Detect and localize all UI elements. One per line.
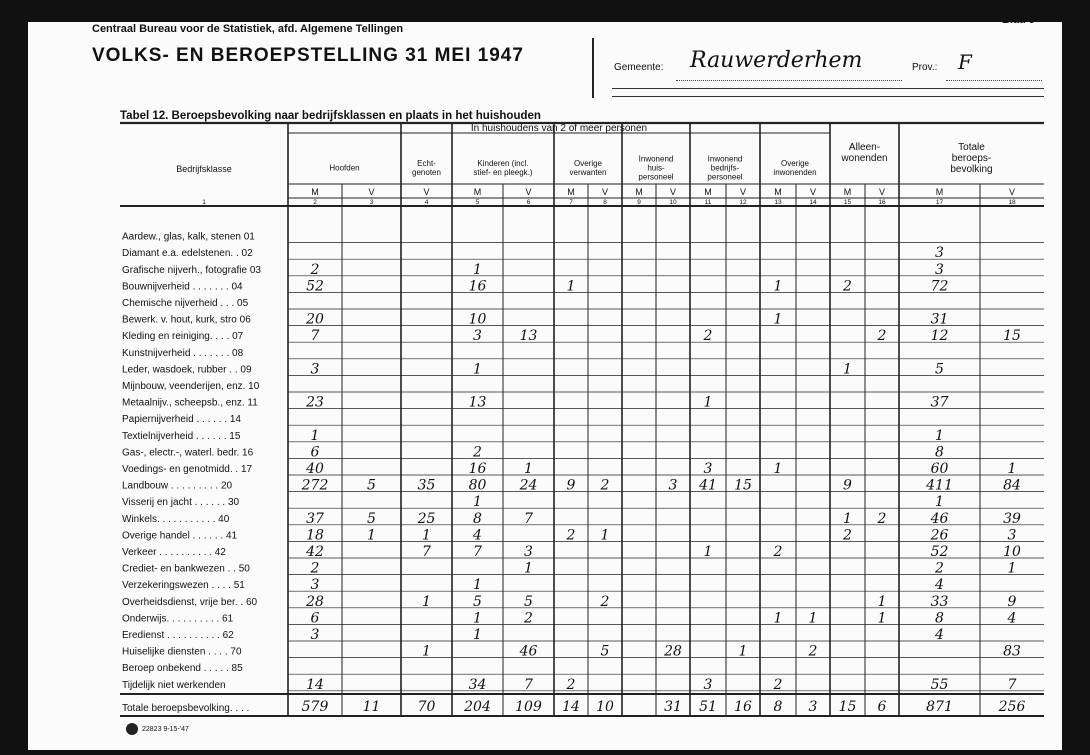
cell-value: 83	[1003, 643, 1021, 660]
group-header: Totale	[958, 142, 985, 153]
cell-value: 2	[524, 610, 533, 627]
cell-value: 3	[935, 245, 944, 262]
cell-value: 1	[773, 278, 783, 295]
cell-value: 1	[703, 544, 713, 560]
cell-value: 1	[935, 427, 944, 444]
mv-header: M	[774, 187, 782, 197]
cell-value: 1	[773, 610, 783, 627]
cell-value: 1	[473, 627, 482, 643]
cell-value: 3	[310, 577, 320, 594]
cell-value: 40	[306, 461, 324, 477]
cell-value: 4	[1007, 610, 1017, 627]
total-value: 579	[301, 699, 329, 715]
cell-value: 3	[1007, 527, 1017, 544]
cell-value: 7	[1007, 676, 1017, 693]
gemeente-label: Gemeente:	[614, 62, 664, 73]
total-value: 31	[664, 699, 682, 715]
mv-header: V	[739, 187, 747, 197]
cell-value: 39	[1003, 510, 1021, 527]
group-header: Inwonend	[707, 154, 743, 164]
total-value: 70	[417, 699, 436, 715]
cell-value: 10	[1003, 544, 1021, 560]
group-header: bedrijfs-	[710, 163, 740, 173]
cell-value: 7	[310, 328, 320, 345]
mv-header: V	[878, 187, 886, 197]
cell-value: 33	[930, 593, 949, 610]
cell-value: 24	[519, 477, 538, 494]
row-label: Mijnbouw, veenderijen, enz. 10	[122, 381, 260, 392]
cell-value: 26	[930, 527, 949, 544]
gemeente-value: Rauwerderhem	[690, 48, 863, 73]
cell-value: 1	[473, 494, 482, 511]
table-title: Tabel 12. Beroepsbevolking naar bedrijfsklassen en plaats in het huishouden	[120, 110, 541, 122]
row-label: Huiselijke diensten . . . . 70	[122, 646, 242, 658]
cell-value: 31	[930, 311, 949, 328]
row-label: Beroep onbekend . . . . . 85	[122, 663, 243, 675]
mv-header: M	[567, 187, 575, 197]
cell-value: 7	[524, 510, 533, 527]
cell-value: 80	[468, 477, 487, 494]
cell-value: 1	[1007, 560, 1017, 577]
column-number: 12	[739, 199, 747, 206]
cell-value: 2	[566, 676, 576, 693]
group-header: Inwonend	[638, 154, 674, 164]
column-number: 16	[878, 199, 886, 206]
printer-logo	[126, 723, 138, 735]
mv-header: M	[635, 187, 643, 197]
cell-value: 9	[843, 477, 852, 494]
cell-value: 3	[473, 328, 482, 345]
cell-value: 1	[738, 643, 748, 660]
total-value: 8	[773, 699, 783, 715]
row-label: Chemische nijverheid . . . 05	[122, 298, 249, 309]
cell-value: 2	[600, 593, 610, 610]
cell-value: 1	[877, 593, 887, 610]
cell-value: 46	[519, 643, 538, 660]
cell-value: 13	[519, 328, 538, 345]
cell-value: 5	[524, 593, 533, 610]
cell-value: 12	[930, 328, 949, 345]
cell-value: 37	[930, 394, 949, 411]
cell-value: 1	[935, 494, 944, 511]
cell-value: 1	[600, 527, 610, 544]
row-label: Bewerk. v. hout, kurk, stro 06	[122, 314, 251, 326]
cell-value: 72	[930, 278, 949, 295]
total-value: 10	[596, 699, 614, 715]
mv-header: M	[473, 187, 482, 197]
mv-header: M	[935, 187, 944, 197]
column-number: 2	[313, 199, 317, 206]
cell-value: 1	[773, 461, 783, 477]
mv-header: V	[1008, 187, 1016, 197]
row-label: Landbouw . . . . . . . . . 20	[122, 480, 233, 492]
row-label: Overheidsdienst, vrije ber. . 60	[122, 596, 258, 608]
total-value: 51	[699, 699, 717, 715]
cell-value: 10	[468, 311, 487, 328]
row-label: Kunstnijverheid . . . . . . . 08	[122, 347, 244, 359]
column-number: 8	[603, 199, 607, 206]
cell-value: 4	[935, 627, 944, 643]
row-label: Metaalnijv., scheepsb., enz. 11	[122, 397, 258, 409]
row-label: Overige handel . . . . . . 41	[122, 530, 238, 542]
mv-header: V	[423, 187, 430, 197]
cell-value: 37	[306, 510, 324, 527]
row-label: Papiernijverheid . . . . . . 14	[122, 414, 241, 426]
total-value: 15	[838, 699, 857, 715]
row-label: Verkeer . . . . . . . . . . 42	[122, 547, 226, 558]
cell-value: 28	[306, 593, 324, 610]
province-label: Prov.:	[912, 62, 938, 73]
group-header: huis-	[647, 163, 665, 173]
column-number: 17	[935, 199, 944, 206]
cell-value: 2	[566, 527, 576, 544]
cell-value: 1	[473, 610, 482, 627]
bedrijfsklasse-header: Bedrijfsklasse	[176, 164, 232, 174]
cell-value: 272	[301, 477, 329, 494]
huishoudens-header: In huishoudens van 2 of meer personen	[470, 123, 648, 134]
cell-value: 42	[306, 544, 324, 560]
cell-value: 8	[473, 510, 482, 527]
total-label: Totale beroepsbevolking. . . .	[122, 703, 250, 714]
cell-value: 52	[930, 544, 949, 560]
row-label: Onderwijs. . . . . . . . . . 61	[122, 613, 234, 625]
group-header: Echt-	[417, 159, 436, 168]
cell-value: 2	[703, 328, 713, 345]
mv-header: V	[669, 187, 677, 197]
column-number: 13	[774, 199, 782, 206]
cell-value: 1	[422, 527, 431, 544]
group-header: stief- en pleegk.)	[473, 168, 533, 177]
cell-value: 2	[843, 278, 852, 295]
cell-value: 14	[306, 676, 324, 693]
cell-value: 4	[473, 527, 482, 544]
cell-value: 52	[306, 278, 324, 295]
column-number: 15	[843, 199, 852, 206]
cell-value: 34	[468, 676, 487, 693]
mv-header: M	[311, 187, 319, 197]
column-number: 10	[669, 199, 677, 206]
cell-value: 2	[310, 560, 320, 577]
cell-value: 28	[664, 643, 682, 660]
cell-value: 1	[808, 610, 818, 627]
cell-value: 2	[935, 560, 944, 577]
cell-value: 1	[422, 643, 431, 660]
cell-value: 3	[703, 461, 713, 477]
group-header: Overige	[780, 159, 810, 168]
cell-value: 5	[935, 361, 944, 378]
cell-value: 1	[877, 610, 887, 627]
mv-header: M	[843, 187, 852, 197]
cell-value: 4	[935, 577, 944, 594]
mv-header: M	[704, 187, 712, 197]
row-label: Voedings- en genotmidd. . 17	[122, 464, 253, 475]
row-label: Aardew., glas, kalk, stenen 01	[122, 231, 255, 243]
cell-value: 1	[524, 461, 533, 477]
cell-value: 2	[773, 544, 783, 560]
cell-value: 15	[1003, 328, 1021, 345]
row-label: Gas-, electr.-, waterl. bedr. 16	[122, 447, 254, 459]
cell-value: 2	[310, 261, 320, 278]
cell-value: 18	[306, 527, 324, 544]
cell-value: 8	[935, 610, 944, 627]
row-label: Leder, wasdoek, rubber . . 09	[122, 364, 252, 376]
mv-header: V	[809, 187, 817, 197]
total-value: 204	[464, 699, 491, 715]
row-label: Diamant e.a. edelstenen. . 02	[122, 248, 253, 260]
cell-value: 41	[699, 477, 717, 494]
cell-value: 2	[773, 676, 783, 693]
cell-value: 5	[600, 643, 610, 660]
column-number: 4	[424, 199, 429, 206]
cell-value: 1	[473, 361, 482, 378]
cell-value: 55	[930, 676, 949, 693]
cell-value: 2	[877, 510, 887, 527]
cell-value: 1	[422, 593, 431, 610]
total-value: 3	[808, 699, 818, 715]
cell-value: 25	[417, 510, 436, 527]
cell-value: 13	[468, 394, 487, 411]
cell-value: 5	[367, 477, 376, 494]
cell-value: 2	[600, 477, 610, 494]
cell-value: 16	[468, 278, 487, 295]
column-number: 14	[809, 199, 817, 206]
cell-value: 6	[310, 444, 320, 461]
total-value: 256	[998, 699, 1026, 715]
cell-value: 3	[310, 361, 320, 378]
cell-value: 84	[1003, 477, 1021, 494]
mv-header: V	[368, 187, 375, 197]
cell-value: 9	[566, 477, 576, 494]
cell-value: 6	[310, 610, 320, 627]
cell-value: 1	[566, 278, 576, 295]
column-number: 7	[569, 199, 573, 206]
group-header: Hoofden	[329, 163, 360, 173]
mv-header: V	[525, 187, 532, 197]
row-label: Kleding en reiniging. . . . 07	[122, 331, 244, 343]
print-code: 22823 9-15-'47	[142, 726, 189, 733]
cell-value: 5	[367, 510, 376, 527]
cell-value: 35	[417, 477, 436, 494]
cell-value: 1	[843, 361, 852, 378]
column-number: 9	[637, 199, 641, 206]
column-number: 18	[1008, 199, 1016, 206]
cell-value: 7	[422, 544, 431, 560]
cell-value: 1	[1007, 461, 1017, 477]
cell-value: 1	[367, 527, 376, 544]
cell-value: 20	[306, 311, 324, 328]
total-value: 16	[734, 699, 752, 715]
group-header: Kinderen (incl.	[477, 159, 529, 168]
column-number: 11	[704, 199, 712, 206]
total-value: 6	[877, 699, 887, 715]
cell-value: 1	[524, 560, 533, 577]
group-header: genoten	[412, 168, 441, 177]
group-header: Alleen-	[848, 142, 881, 153]
group-header: Overige	[573, 159, 603, 168]
total-value: 109	[515, 699, 542, 715]
cell-value: 2	[843, 527, 852, 544]
cell-value: 9	[1007, 593, 1017, 610]
column-number: 5	[475, 199, 480, 206]
row-label: Textielnijverheid . . . . . . 15	[122, 430, 241, 442]
organization-name: Centraal Bureau voor de Statistiek, afd. Algemene Tellingen	[92, 23, 404, 35]
total-value: 871	[926, 699, 953, 715]
cell-value: 23	[306, 394, 324, 411]
sheet-number: Blad 9	[1002, 14, 1036, 26]
document-title: VOLKS- EN BEROEPSTELLING 31 MEI 1947	[92, 45, 524, 66]
cell-value: 411	[926, 477, 953, 494]
cell-value: 16	[468, 461, 487, 477]
cell-value: 1	[843, 510, 852, 527]
row-label: Crediet- en bankwezen . . 50	[122, 563, 250, 575]
total-value: 14	[562, 699, 580, 715]
group-header: personeel	[638, 172, 674, 182]
row-label: Winkels. . . . . . . . . . . 40	[122, 513, 230, 525]
row-label: Visserij en jacht . . . . . . 30	[122, 497, 240, 509]
row-label: Tijdelijk niet werkenden	[122, 679, 226, 691]
cell-value: 3	[310, 627, 320, 643]
cell-value: 5	[473, 593, 482, 610]
cell-value: 1	[703, 394, 713, 411]
column-number: 1	[202, 199, 206, 206]
group-header: bevolking	[950, 164, 993, 175]
row-label: Bouwnijverheid . . . . . . . 04	[122, 281, 243, 293]
cell-value: 3	[703, 676, 713, 693]
cell-value: 1	[473, 577, 482, 594]
row-label: Grafische nijverh., fotografie 03	[122, 264, 261, 276]
cell-value: 1	[473, 261, 482, 278]
row-label: Verzekeringswezen . . . . 51	[122, 580, 245, 592]
column-number: 3	[369, 199, 374, 206]
cell-value: 2	[877, 328, 887, 345]
cell-value: 1	[310, 427, 320, 444]
cell-value: 2	[473, 444, 482, 461]
cell-value: 60	[930, 461, 949, 477]
cell-value: 46	[930, 510, 949, 527]
cell-value: 3	[668, 477, 678, 494]
total-value: 11	[362, 699, 381, 715]
province-value: F	[958, 50, 972, 74]
cell-value: 3	[935, 261, 944, 278]
cell-value: 15	[734, 477, 752, 494]
group-header: inwonenden	[773, 168, 817, 177]
group-header: wonenden	[841, 153, 888, 164]
group-header: verwanten	[569, 168, 607, 177]
mv-header: V	[601, 187, 609, 197]
row-label: Eredienst . . . . . . . . . . 62	[122, 630, 234, 641]
group-header: beroeps-	[951, 153, 992, 164]
cell-value: 7	[524, 676, 533, 693]
cell-value: 8	[935, 444, 944, 461]
cell-value: 2	[808, 643, 818, 660]
cell-value: 3	[524, 544, 533, 560]
column-number: 6	[526, 199, 531, 206]
cell-value: 1	[773, 311, 783, 328]
cell-value: 7	[473, 544, 482, 560]
group-header: personeel	[707, 172, 743, 182]
